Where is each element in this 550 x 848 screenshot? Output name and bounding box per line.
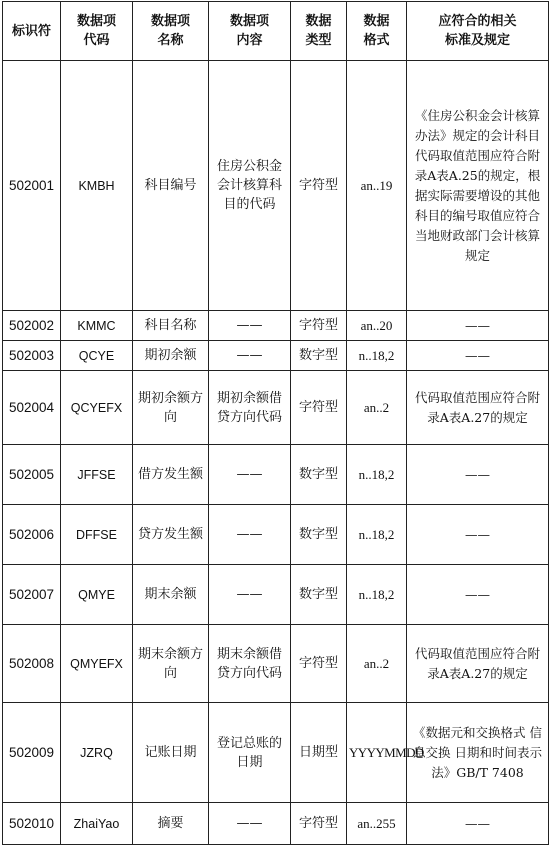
- cell-content: ——: [209, 341, 291, 371]
- cell-type: 字符型: [291, 311, 347, 341]
- header-id: 标识符: [3, 2, 61, 61]
- header-row: [3, 2, 549, 61]
- cell-type: 字符型: [291, 61, 347, 311]
- cell-content: ——: [209, 565, 291, 625]
- cell-format: an..19: [347, 61, 407, 311]
- cell-format: an..20: [347, 311, 407, 341]
- table-row: [3, 625, 549, 703]
- header-format: 数据 格式: [347, 2, 407, 61]
- cell-standard: ——: [407, 565, 549, 625]
- cell-id: 502005: [3, 445, 61, 505]
- cell-content: ——: [209, 505, 291, 565]
- cell-type: 日期型: [291, 703, 347, 803]
- cell-name: 记账日期: [133, 703, 209, 803]
- cell-name: 期初余额方向: [133, 371, 209, 445]
- cell-format: an..2: [347, 371, 407, 445]
- header-standard: 应符合的相关 标准及规定: [407, 2, 549, 61]
- header-code: 数据项 代码: [61, 2, 133, 61]
- cell-format: n..18,2: [347, 565, 407, 625]
- table-row: [3, 445, 549, 505]
- cell-code: QMYEFX: [61, 625, 133, 703]
- table-row: [3, 505, 549, 565]
- cell-id: 502007: [3, 565, 61, 625]
- cell-code: KMMC: [61, 311, 133, 341]
- cell-id: 502006: [3, 505, 61, 565]
- cell-id: 502010: [3, 803, 61, 845]
- cell-code: KMBH: [61, 61, 133, 311]
- cell-type: 数字型: [291, 565, 347, 625]
- cell-name: 期末余额: [133, 565, 209, 625]
- data-spec-table: [2, 1, 549, 845]
- cell-content: ——: [209, 445, 291, 505]
- cell-code: QMYE: [61, 565, 133, 625]
- cell-standard: 代码取值范围应符合附录A表A.27的规定: [407, 625, 549, 703]
- cell-type: 字符型: [291, 371, 347, 445]
- cell-format: an..2: [347, 625, 407, 703]
- table-row: [3, 565, 549, 625]
- cell-name: 科目名称: [133, 311, 209, 341]
- cell-standard: ——: [407, 505, 549, 565]
- cell-content: 登记总账的日期: [209, 703, 291, 803]
- cell-id: 502001: [3, 61, 61, 311]
- cell-format: n..18,2: [347, 341, 407, 371]
- cell-id: 502009: [3, 703, 61, 803]
- cell-standard: ——: [407, 445, 549, 505]
- cell-type: 字符型: [291, 803, 347, 845]
- cell-standard: 《数据元和交换格式 信息交换 日期和时间表示法》GB/T 7408: [407, 703, 549, 803]
- cell-name: 贷方发生额: [133, 505, 209, 565]
- table-row: [3, 803, 549, 845]
- cell-standard: 代码取值范围应符合附录A表A.27的规定: [407, 371, 549, 445]
- cell-format: YYYYMMDD: [347, 703, 407, 803]
- cell-content: 期初余额借贷方向代码: [209, 371, 291, 445]
- cell-format: n..18,2: [347, 445, 407, 505]
- cell-name: 期初余额: [133, 341, 209, 371]
- cell-code: DFFSE: [61, 505, 133, 565]
- table-row: [3, 61, 549, 311]
- cell-code: JFFSE: [61, 445, 133, 505]
- cell-standard: 《住房公积金会计核算办法》规定的会计科目代码取值范围应符合附录A表A.25的规定，根据实际需要增设的其他科目的编号取值应符合当地财政部门会计核算规定: [407, 61, 549, 311]
- cell-name: 摘要: [133, 803, 209, 845]
- cell-type: 数字型: [291, 505, 347, 565]
- cell-content: ——: [209, 311, 291, 341]
- cell-standard: ——: [407, 311, 549, 341]
- cell-name: 科目编号: [133, 61, 209, 311]
- header-content: 数据项 内容: [209, 2, 291, 61]
- cell-content: 期末余额借贷方向代码: [209, 625, 291, 703]
- cell-type: 数字型: [291, 445, 347, 505]
- cell-code: QCYE: [61, 341, 133, 371]
- cell-name: 借方发生额: [133, 445, 209, 505]
- cell-type: 字符型: [291, 625, 347, 703]
- table-row: [3, 371, 549, 445]
- header-name: 数据项 名称: [133, 2, 209, 61]
- cell-id: 502002: [3, 311, 61, 341]
- cell-content: 住房公积金会计核算科目的代码: [209, 61, 291, 311]
- cell-id: 502003: [3, 341, 61, 371]
- cell-format: an..255: [347, 803, 407, 845]
- cell-name: 期末余额方向: [133, 625, 209, 703]
- header-type: 数据 类型: [291, 2, 347, 61]
- cell-code: QCYEFX: [61, 371, 133, 445]
- cell-content: ——: [209, 803, 291, 845]
- cell-standard: ——: [407, 341, 549, 371]
- table-row: [3, 703, 549, 803]
- table-row: [3, 341, 549, 371]
- cell-format: n..18,2: [347, 505, 407, 565]
- cell-standard: ——: [407, 803, 549, 845]
- cell-code: ZhaiYao: [61, 803, 133, 845]
- cell-code: JZRQ: [61, 703, 133, 803]
- cell-type: 数字型: [291, 341, 347, 371]
- cell-id: 502004: [3, 371, 61, 445]
- table-row: [3, 311, 549, 341]
- cell-id: 502008: [3, 625, 61, 703]
